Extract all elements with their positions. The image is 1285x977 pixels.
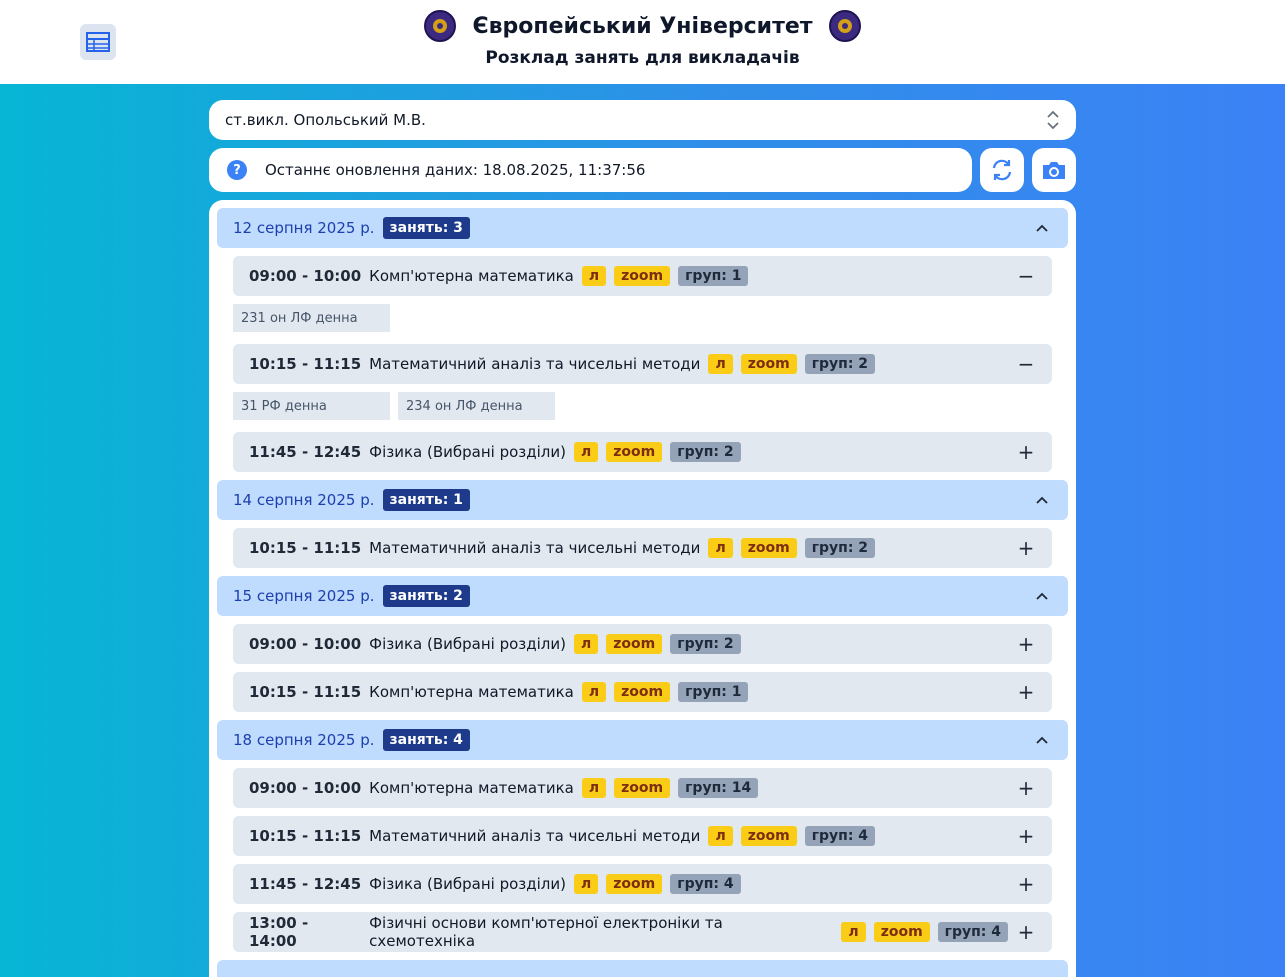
lesson-row[interactable]	[233, 528, 1052, 568]
lesson-count-badge: занять: 3	[383, 217, 470, 239]
lesson-time: 09:00 - 10:00	[249, 779, 362, 797]
lesson-groups-badge: груп: 2	[670, 634, 740, 654]
lesson-subject: Комп'ютерна математика	[369, 683, 574, 701]
lesson-time: 10:15 - 11:15	[249, 683, 362, 701]
lesson-time: 10:15 - 11:15	[249, 827, 362, 845]
lesson-groups-badge: груп: 1	[678, 682, 748, 702]
lesson-groups-badge: груп: 4	[805, 826, 875, 846]
lesson-subject: Фізика (Вибрані розділи)	[369, 635, 566, 653]
lesson-type-badge: л	[574, 634, 598, 654]
lesson-list	[217, 528, 1068, 568]
lesson-type-badge: л	[574, 442, 598, 462]
lesson-type-badge: л	[582, 682, 606, 702]
lesson-groups-badge: груп: 1	[678, 266, 748, 286]
chevron-up-icon[interactable]	[1032, 586, 1052, 606]
lesson-count-badge: занять: 2	[383, 585, 470, 607]
lesson-time: 11:45 - 12:45	[249, 875, 362, 893]
day-header[interactable]	[217, 720, 1068, 760]
lesson-subject: Математичний аналіз та чисельні методи	[369, 827, 701, 845]
lesson-type-badge: л	[708, 354, 732, 374]
lesson-time: 09:00 - 10:00	[249, 635, 362, 653]
chevron-up-icon[interactable]	[1032, 730, 1052, 750]
lesson-groups-badge: груп: 14	[678, 778, 758, 798]
lesson-type-badge: л	[582, 266, 606, 286]
day-header[interactable]	[217, 208, 1068, 248]
expand-icon[interactable]: +	[1017, 632, 1035, 656]
chevron-updown-icon	[1046, 109, 1060, 131]
expand-icon[interactable]: +	[1017, 776, 1035, 800]
lesson-time: 11:45 - 12:45	[249, 443, 362, 461]
university-emblem-icon	[424, 10, 456, 42]
lesson-mode-badge: zoom	[741, 354, 797, 374]
help-circle-icon[interactable]: ?	[227, 160, 247, 180]
day-date: 15 серпня 2025 р.	[233, 587, 375, 605]
lesson-row[interactable]	[233, 864, 1052, 904]
page-title: Європейський Університет	[472, 13, 813, 39]
lesson-type-badge: л	[841, 922, 865, 942]
lesson-type-badge: л	[708, 538, 732, 558]
chevron-up-icon[interactable]	[1032, 218, 1052, 238]
day-date: 12 серпня 2025 р.	[233, 219, 375, 237]
lesson-row[interactable]	[233, 816, 1052, 856]
collapse-icon[interactable]: −	[1017, 264, 1035, 288]
lesson-groups-badge: груп: 2	[805, 538, 875, 558]
expand-icon[interactable]: +	[1017, 680, 1035, 704]
lesson-time: 09:00 - 10:00	[249, 267, 362, 285]
expand-icon[interactable]: +	[1017, 920, 1035, 944]
lesson-list	[217, 256, 1068, 472]
refresh-icon	[989, 157, 1015, 183]
update-info-text: Останнє оновлення даних: 18.08.2025, 11:37:56	[265, 161, 646, 179]
university-emblem-icon	[829, 10, 861, 42]
day-date: 14 серпня 2025 р.	[233, 491, 375, 509]
lesson-mode-badge: zoom	[606, 442, 662, 462]
lesson-subject: Фізичні основи комп'ютерної електроніки та схемотехніка	[369, 914, 723, 950]
collapse-icon[interactable]: −	[1017, 352, 1035, 376]
screenshot-button[interactable]	[1032, 148, 1076, 192]
day-date: 18 серпня 2025 р.	[233, 731, 375, 749]
app-header	[0, 0, 1285, 84]
expand-icon[interactable]: +	[1017, 824, 1035, 848]
group-chip: 231 он ЛФ денна	[233, 304, 390, 332]
day-header[interactable]	[217, 576, 1068, 616]
group-list	[233, 392, 1052, 420]
lesson-subject: Математичний аналіз та чисельні методи	[369, 539, 701, 557]
title-row	[0, 10, 1285, 42]
group-list	[233, 304, 1052, 332]
teacher-select[interactable]	[209, 100, 1076, 140]
lesson-subject: Математичний аналіз та чисельні методи	[369, 355, 701, 373]
lesson-row[interactable]	[233, 912, 1052, 952]
lesson-subject: Комп'ютерна математика	[369, 779, 574, 797]
page-subtitle: Розклад занять для викладачів	[485, 48, 800, 68]
group-chip: 234 он ЛФ денна	[398, 392, 555, 420]
lesson-mode-badge: zoom	[741, 538, 797, 558]
update-info	[209, 148, 972, 192]
camera-icon	[1041, 159, 1067, 181]
lesson-list	[217, 768, 1068, 952]
lesson-groups-badge: груп: 4	[938, 922, 1008, 942]
lesson-count-badge: занять: 4	[383, 729, 470, 751]
lesson-subject: Комп'ютерна математика	[369, 267, 574, 285]
lesson-mode-badge: zoom	[606, 634, 662, 654]
lesson-row[interactable]	[233, 624, 1052, 664]
lesson-mode-badge: zoom	[741, 826, 797, 846]
day-header-partial[interactable]	[217, 960, 1068, 977]
lesson-time: 13:00 - 14:00	[249, 914, 309, 950]
lesson-count-badge: занять: 1	[383, 489, 470, 511]
lesson-mode-badge: zoom	[606, 874, 662, 894]
chevron-up-icon[interactable]	[1032, 490, 1052, 510]
lesson-subject: Фізика (Вибрані розділи)	[369, 443, 566, 461]
expand-icon[interactable]: +	[1017, 536, 1035, 560]
lesson-groups-badge: груп: 4	[670, 874, 740, 894]
lesson-type-badge: л	[582, 778, 606, 798]
lesson-groups-badge: груп: 2	[805, 354, 875, 374]
lesson-mode-badge: zoom	[614, 778, 670, 798]
lesson-row[interactable]	[233, 344, 1052, 384]
lesson-row[interactable]	[233, 768, 1052, 808]
lesson-row[interactable]	[233, 672, 1052, 712]
lesson-subject: Фізика (Вибрані розділи)	[369, 875, 566, 893]
lesson-row[interactable]	[233, 256, 1052, 296]
lesson-groups-badge: груп: 2	[670, 442, 740, 462]
lesson-time: 10:15 - 11:15	[249, 539, 362, 557]
day-header[interactable]	[217, 480, 1068, 520]
refresh-button[interactable]	[980, 148, 1024, 192]
lesson-mode-badge: zoom	[874, 922, 930, 942]
lesson-type-badge: л	[708, 826, 732, 846]
lesson-mode-badge: zoom	[614, 682, 670, 702]
expand-icon[interactable]: +	[1017, 440, 1035, 464]
lesson-type-badge: л	[574, 874, 598, 894]
lesson-row[interactable]	[233, 432, 1052, 472]
expand-icon[interactable]: +	[1017, 872, 1035, 896]
lesson-list	[217, 624, 1068, 712]
lesson-time: 10:15 - 11:15	[249, 355, 362, 373]
group-chip: 31 РФ денна	[233, 392, 390, 420]
schedule-panel	[209, 200, 1076, 977]
teacher-select-value: ст.викл. Опольський М.В.	[225, 111, 426, 129]
lesson-mode-badge: zoom	[614, 266, 670, 286]
